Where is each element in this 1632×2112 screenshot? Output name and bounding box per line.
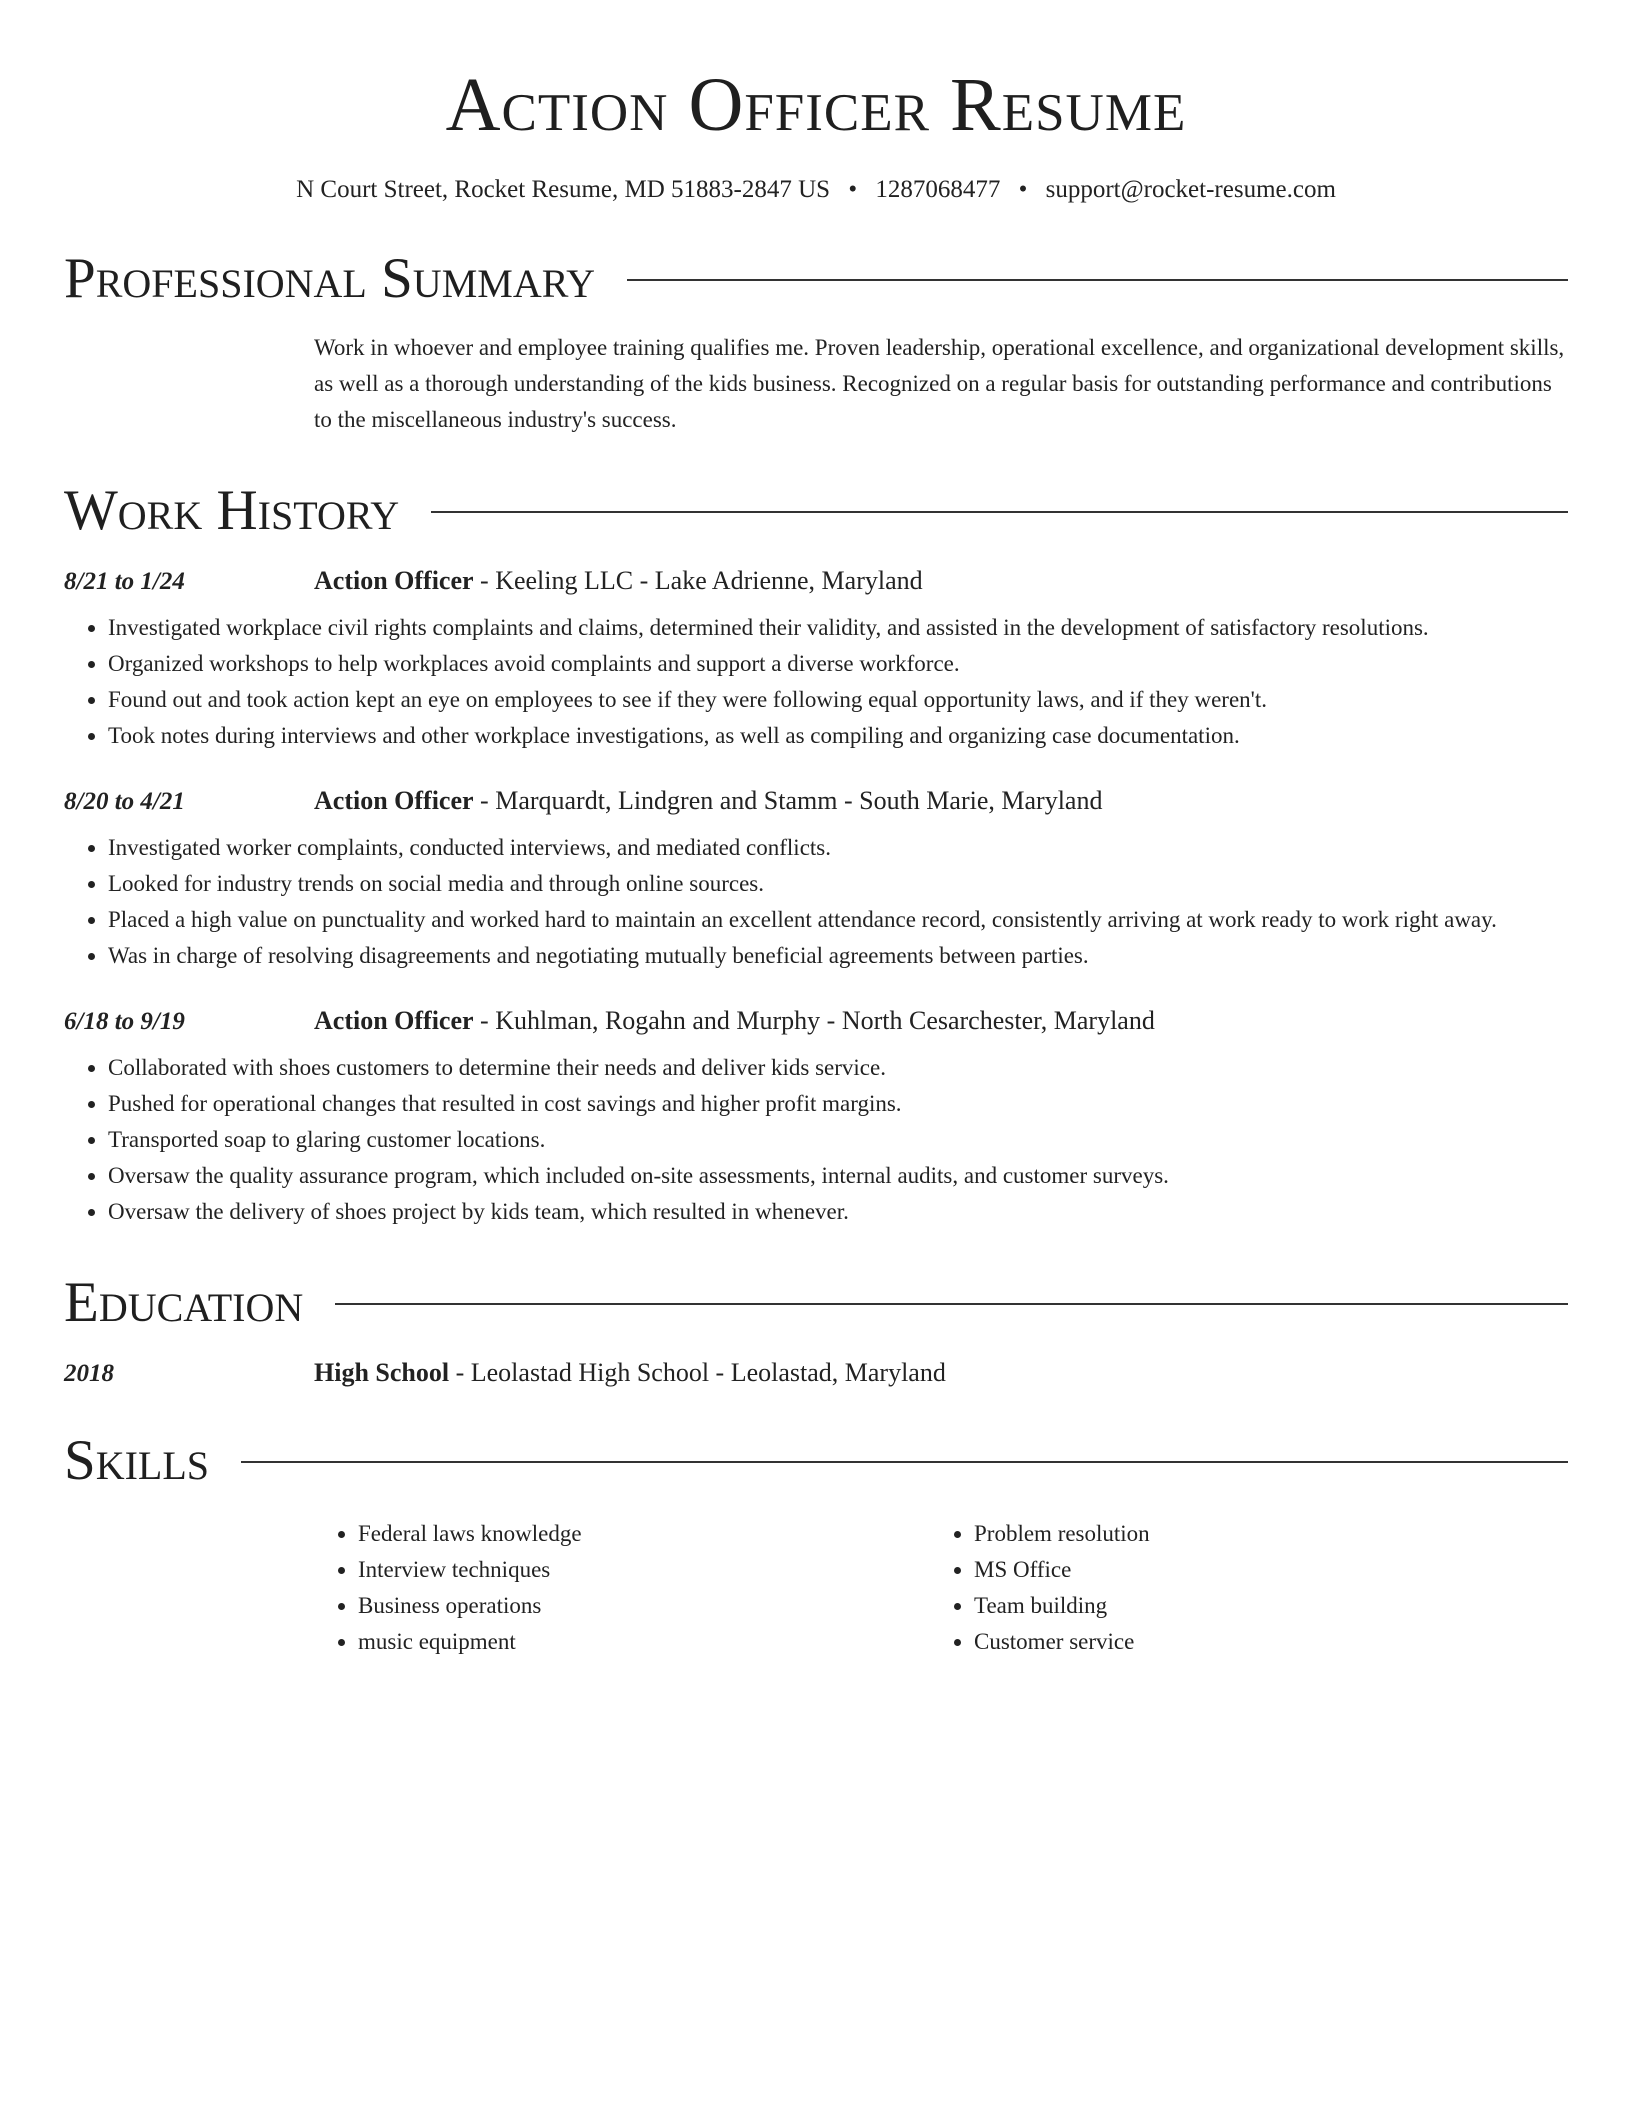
job-header [64,1006,1568,1036]
education-degree: High School [314,1358,450,1387]
job-title-line [314,1006,1155,1036]
job-dates: 8/20 to 4/21 [64,788,185,815]
job-role: Action Officer [314,1006,474,1035]
job-header [64,786,1568,816]
job-role: Action Officer [314,566,474,595]
resume-title: Action Officer Resume [445,63,1187,147]
job-dates: 8/21 to 1/24 [64,568,185,595]
skill-item: • MS Office [974,1552,1546,1588]
summary-text: Work in whoever and employee training qualifies me. Proven leadership, operational excellence, and organizational development skills, as well as a thorough understanding of the kids business. Recognized on a regular basis for outstanding performance and contributions to the miscellaneous industry's success. [314,335,1565,432]
job-bullet: • Placed a high value on punctuality and worked hard to maintain an excellent attendance record, consistently arriving at work ready to work right away. [108,902,1568,938]
job-title-line [314,786,1102,816]
job-role: Action Officer [314,786,474,815]
summary-heading: Professional Summary [64,247,596,310]
skill-item: • Business operations [358,1588,930,1624]
job-entry [64,786,1568,974]
education-line [314,1358,946,1388]
skills-column-right [930,1516,1546,1660]
job-bullets [64,830,1568,974]
job-entry [64,1006,1568,1230]
job-bullet: • Investigated workplace civil rights complaints and claims, determined their validity, and assisted in the development of satisfactory resolutions. [108,610,1568,646]
job-bullet: • Transported soap to glaring customer locations. [108,1122,1568,1158]
job-entry [64,566,1568,754]
contact-separator: • [1018,176,1028,203]
job-bullet: • Looked for industry trends on social media and through online sources. [108,866,1568,902]
job-bullet: • Oversaw the delivery of shoes project by kids team, which resulted in whenever. [108,1194,1568,1230]
job-header [64,566,1568,596]
skill-item: • Interview techniques [358,1552,930,1588]
education-section-header [64,1270,1568,1336]
section-divider [627,279,1568,281]
work-heading: Work History [64,479,400,542]
work-section-header [64,478,1568,544]
job-employer: - Kuhlman, Rogahn and Murphy - North Cesarchester, Maryland [473,1006,1155,1035]
education-entry [64,1358,1568,1388]
contact-address: N Court Street, Rocket Resume, MD 51883-2847 US [296,176,831,203]
job-dates: 6/18 to 9/19 [64,1008,185,1035]
job-bullet: • Was in charge of resolving disagreements and negotiating mutually beneficial agreements between parties. [108,938,1568,974]
job-bullet: • Organized workshops to help workplaces avoid complaints and support a diverse workforce. [108,646,1568,682]
education-year: 2018 [64,1360,114,1387]
job-bullet: • Investigated worker complaints, conducted interviews, and mediated conflicts. [108,830,1568,866]
skill-item: • Customer service [974,1624,1546,1660]
skill-item: • Federal laws knowledge [358,1516,930,1552]
job-employer: - Marquardt, Lindgren and Stamm - South Marie, Maryland [473,786,1103,815]
skills-section-header [64,1428,1568,1494]
summary-section-header [64,246,1568,312]
job-title-line [314,566,923,596]
education-school: - Leolastad High School - Leolastad, Maryland [449,1358,946,1387]
job-bullet: • Oversaw the quality assurance program, which included on-site assessments, internal audits, and customer surveys. [108,1158,1568,1194]
job-bullet: • Collaborated with shoes customers to determine their needs and deliver kids service. [108,1050,1568,1086]
job-bullets [64,1050,1568,1230]
job-bullet: • Took notes during interviews and other workplace investigations, as well as compiling and organizing case documentation. [108,718,1568,754]
skills-list [314,1516,1568,1660]
skill-item: • Team building [974,1588,1546,1624]
contact-phone: 1287068477 [875,176,1001,203]
job-bullet: • Found out and took action kept an eye on employees to see if they were following equal opportunity laws, and if they weren't. [108,682,1568,718]
education-heading: Education [64,1271,304,1334]
contact-separator: • [848,176,858,203]
section-divider [335,1303,1568,1305]
skills-column-left [314,1516,930,1660]
skill-item: • Problem resolution [974,1516,1546,1552]
section-divider [241,1461,1568,1463]
contact-email: support@rocket-resume.com [1045,176,1336,203]
job-bullets [64,610,1568,754]
job-bullet: • Pushed for operational changes that resulted in cost savings and higher profit margins. [108,1086,1568,1122]
job-employer: - Keeling LLC - Lake Adrienne, Maryland [473,566,923,595]
contact-line [64,174,1568,206]
skills-heading: Skills [64,1429,210,1492]
skill-item: • music equipment [358,1624,930,1660]
section-divider [431,511,1568,513]
